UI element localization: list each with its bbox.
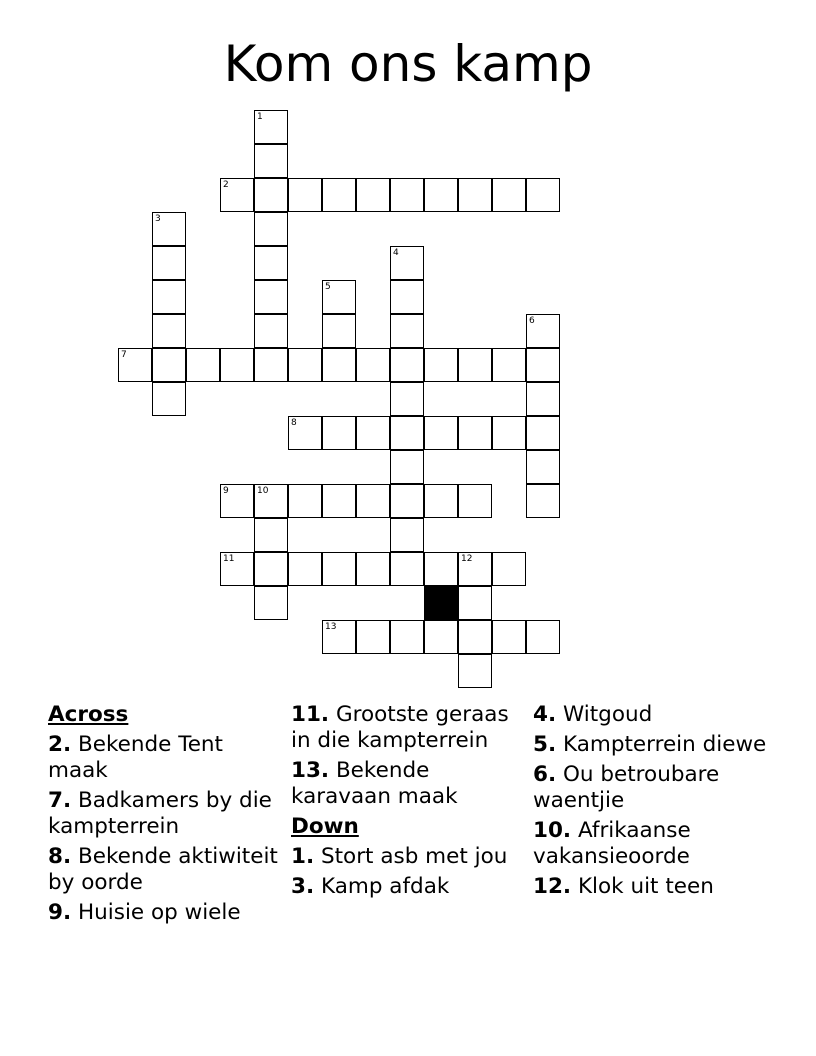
grid-cell[interactable] [254, 314, 288, 348]
grid-cell[interactable] [390, 518, 424, 552]
clue-number: 6 [529, 316, 535, 326]
grid-cell[interactable] [356, 348, 390, 382]
clue-column-2 [291, 702, 527, 904]
grid-cell[interactable] [288, 348, 322, 382]
grid-cell[interactable] [356, 620, 390, 654]
clue-number: 4 [393, 248, 399, 258]
grid-cell[interactable] [254, 348, 288, 382]
grid-cell[interactable] [322, 484, 356, 518]
clue-number-label: 2. [48, 732, 72, 757]
grid-cell[interactable] [254, 586, 288, 620]
grid-cell[interactable] [356, 484, 390, 518]
clue-text: Kamp afdak [320, 874, 450, 899]
clue-item [533, 702, 769, 728]
clue-text: Grootste geraas in die kampterrein [291, 702, 509, 753]
grid-cell[interactable] [186, 348, 220, 382]
grid-cell[interactable] [152, 348, 186, 382]
clue-number-label: 8. [48, 844, 72, 869]
clue-number: 12 [461, 554, 473, 564]
grid-cell[interactable] [390, 348, 424, 382]
clue-number-label: 9. [48, 900, 72, 925]
grid-cell[interactable] [152, 212, 186, 246]
grid-cell[interactable] [492, 178, 526, 212]
grid-cell[interactable] [424, 484, 458, 518]
grid-cell[interactable] [458, 416, 492, 450]
grid-cell[interactable] [458, 552, 492, 586]
grid-cell[interactable] [492, 552, 526, 586]
grid-cell[interactable] [492, 348, 526, 382]
clue-number-label: 10. [533, 818, 572, 843]
grid-cell[interactable] [458, 620, 492, 654]
grid-cell[interactable] [254, 484, 288, 518]
clue-column-1 [48, 702, 284, 930]
grid-cell[interactable] [458, 178, 492, 212]
grid-cell[interactable] [390, 280, 424, 314]
grid-cell[interactable] [152, 314, 186, 348]
clue-item [533, 874, 769, 900]
clue-number: 13 [325, 622, 337, 632]
clue-number: 11 [223, 554, 235, 564]
grid-cell[interactable] [322, 552, 356, 586]
grid-cell[interactable] [254, 246, 288, 280]
black-cell [424, 586, 458, 620]
grid-cell[interactable] [526, 382, 560, 416]
clue-number-label: 4. [533, 702, 557, 727]
clue-item [48, 732, 284, 784]
grid-cell[interactable] [526, 314, 560, 348]
clue-column-3 [533, 702, 769, 904]
puzzle-title: Kom ons kamp [223, 35, 593, 93]
grid-cell[interactable] [356, 416, 390, 450]
grid-cell[interactable] [288, 416, 322, 450]
clue-text: Afrikaanse vakansieoorde [533, 818, 691, 869]
clue-text: Kampterrein diewe [562, 732, 767, 757]
grid-cell[interactable] [220, 348, 254, 382]
grid-cell[interactable] [322, 314, 356, 348]
clue-item [48, 788, 284, 840]
grid-cell[interactable] [526, 178, 560, 212]
grid-cell[interactable] [322, 348, 356, 382]
grid-cell[interactable] [254, 178, 288, 212]
clue-number: 9 [223, 486, 229, 496]
grid-cell[interactable] [390, 620, 424, 654]
grid-cell[interactable] [288, 484, 322, 518]
clue-number: 10 [257, 486, 269, 496]
grid-cell[interactable] [390, 246, 424, 280]
grid-cell[interactable] [322, 416, 356, 450]
clue-item [533, 762, 769, 814]
grid-cell[interactable] [288, 552, 322, 586]
grid-cell[interactable] [356, 178, 390, 212]
grid-cell[interactable] [322, 620, 356, 654]
grid-cell[interactable] [526, 620, 560, 654]
grid-cell[interactable] [424, 178, 458, 212]
grid-cell[interactable] [390, 178, 424, 212]
grid-cell[interactable] [322, 280, 356, 314]
grid-cell[interactable] [220, 552, 254, 586]
grid-cell[interactable] [492, 416, 526, 450]
clue-text: Huisie op wiele [77, 900, 241, 925]
grid-cell[interactable] [458, 348, 492, 382]
grid-cell[interactable] [152, 382, 186, 416]
clue-number: 3 [155, 214, 161, 224]
grid-cell[interactable] [254, 144, 288, 178]
clue-number: 8 [291, 418, 297, 428]
grid-cell[interactable] [220, 178, 254, 212]
clue-number-label: 7. [48, 788, 72, 813]
clue-text: Badkamers by die kampterrein [48, 788, 272, 839]
clue-number-label: 13. [291, 758, 330, 783]
clue-item [291, 844, 527, 870]
grid-cell[interactable] [458, 586, 492, 620]
grid-cell[interactable] [254, 280, 288, 314]
grid-cell[interactable] [390, 382, 424, 416]
clue-text: Bekende Tent maak [48, 732, 223, 783]
grid-cell[interactable] [152, 280, 186, 314]
grid-cell[interactable] [424, 348, 458, 382]
grid-cell[interactable] [390, 416, 424, 450]
grid-cell[interactable] [458, 484, 492, 518]
grid-cell[interactable] [424, 620, 458, 654]
clue-text: Bekende karavaan maak [291, 758, 458, 809]
clue-text: Stort asb met jou [320, 844, 508, 869]
grid-cell[interactable] [424, 416, 458, 450]
clue-number-label: 11. [291, 702, 330, 727]
clue-number: 7 [121, 350, 127, 360]
clue-number: 1 [257, 112, 263, 122]
grid-cell[interactable] [254, 110, 288, 144]
clue-section-heading: Down [291, 814, 359, 839]
clue-number-label: 1. [291, 844, 315, 869]
grid-cell[interactable] [458, 654, 492, 688]
grid-cell[interactable] [288, 178, 322, 212]
clue-text: Bekende aktiwiteit by oorde [48, 844, 278, 895]
grid-cell[interactable] [356, 552, 390, 586]
grid-cell[interactable] [526, 484, 560, 518]
clue-number-label: 6. [533, 762, 557, 787]
clue-item [48, 900, 284, 926]
grid-cell[interactable] [220, 484, 254, 518]
grid-cell[interactable] [424, 552, 458, 586]
grid-cell[interactable] [390, 484, 424, 518]
clue-number: 5 [325, 282, 331, 292]
clue-item [291, 874, 527, 900]
grid-cell[interactable] [390, 552, 424, 586]
grid-cell[interactable] [254, 518, 288, 552]
grid-cell[interactable] [526, 348, 560, 382]
grid-cell[interactable] [118, 348, 152, 382]
clue-number-label: 12. [533, 874, 572, 899]
clue-number-label: 3. [291, 874, 315, 899]
clue-text: Ou betroubare waentjie [533, 762, 720, 813]
grid-cell[interactable] [390, 314, 424, 348]
clue-item [533, 732, 769, 758]
grid-cell[interactable] [254, 212, 288, 246]
grid-cell[interactable] [526, 450, 560, 484]
grid-cell[interactable] [152, 246, 186, 280]
clue-item [291, 758, 527, 810]
grid-cell[interactable] [254, 552, 288, 586]
clue-item [533, 818, 769, 870]
clue-item [291, 702, 527, 754]
clue-item [48, 844, 284, 896]
clue-number: 2 [223, 180, 229, 190]
clue-number-label: 5. [533, 732, 557, 757]
grid-cell[interactable] [492, 620, 526, 654]
grid-cell[interactable] [322, 178, 356, 212]
grid-cell[interactable] [390, 450, 424, 484]
clue-text: Witgoud [562, 702, 653, 727]
grid-cell[interactable] [526, 416, 560, 450]
clue-section-heading: Across [48, 702, 129, 727]
clue-text: Klok uit teen [577, 874, 714, 899]
